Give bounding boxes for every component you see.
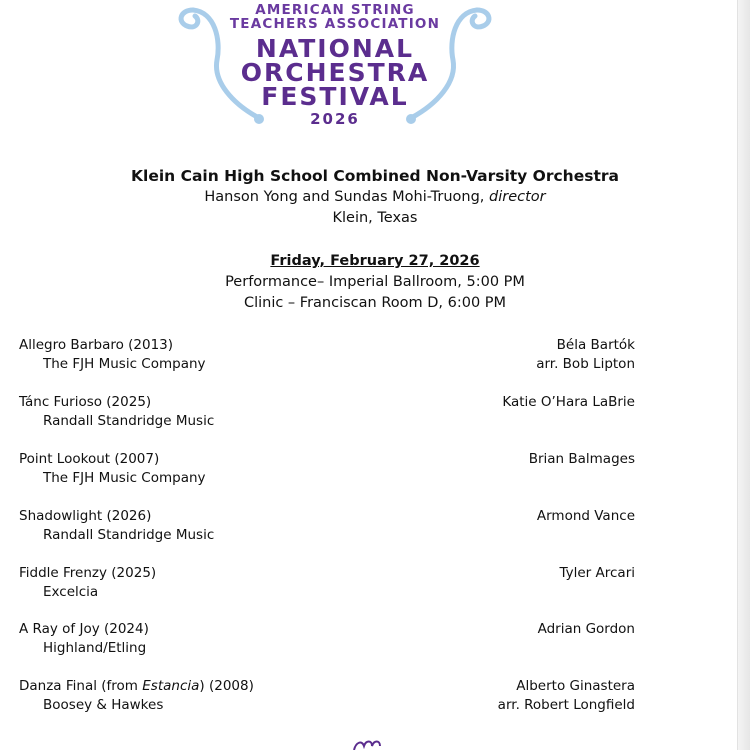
logo-national: NATIONAL [255,34,415,63]
piece-composer: Adrian Gordon [537,621,635,637]
piece-composer: Katie O’Hara LaBrie [502,394,635,410]
director-line [0,187,750,207]
piece-composer: Béla Bartók [556,337,635,353]
piece-arranger: arr. Robert Longfield [497,697,635,713]
piece-publisher: Excelcia [43,584,99,600]
piece-publisher: Randall Standridge Music [43,527,215,543]
program-item [0,336,750,376]
director-role: director [489,189,546,205]
program-item [0,564,750,604]
piece-title: Point Lookout (2007) [19,451,160,467]
piece-title: A Ray of Joy (2024) [19,621,149,637]
program-item [0,620,750,660]
performance-date: Friday, February 27, 2026 [270,253,480,269]
program-item [0,677,750,717]
clinic-time: Clinic – Franciscan Room D, 6:00 PM [243,295,507,311]
piece-title: Shadowlight (2026) [19,508,152,524]
logo-festival: FESTIVAL [261,82,409,111]
director-names: Hanson Yong and Sundas Mohi-Truong, [204,189,489,205]
piece-title: Tánc Furioso (2025) [19,394,152,410]
piece-composer: Tyler Arcari [559,565,635,581]
program-item [0,450,750,490]
piece-title: Danza Final (from Estancia) (2008) [19,678,254,694]
logo-orchestra: ORCHESTRA [240,58,430,87]
piece-publisher: The FJH Music Company [43,356,206,372]
program-item [0,393,750,433]
logo-year: 2026 [310,110,360,128]
piece-title: Allegro Barbaro (2013) [19,337,174,353]
logo-association-line1: AMERICAN STRING [255,2,415,18]
program-item [0,507,750,547]
piece-composer: Armond Vance [536,508,635,524]
ensemble-name: Klein Cain High School Combined Non-Varsity Orchestra [131,167,619,185]
school-location: Klein, Texas [332,210,418,226]
footer-ornament-icon [352,738,382,750]
piece-publisher: The FJH Music Company [43,470,206,486]
piece-composer: Alberto Ginastera [516,678,635,694]
performance-time: Performance– Imperial Ballroom, 5:00 PM [225,274,525,290]
piece-composer: Brian Balmages [528,451,635,467]
piece-arranger: arr. Bob Lipton [536,356,635,372]
festival-logo [175,0,495,135]
piece-publisher: Randall Standridge Music [43,413,215,429]
piece-publisher: Boosey & Hawkes [43,697,164,713]
piece-title: Fiddle Frenzy (2025) [19,565,157,581]
piece-publisher: Highland/Etling [43,640,147,656]
logo-association-line2: TEACHERS ASSOCIATION [229,16,441,32]
